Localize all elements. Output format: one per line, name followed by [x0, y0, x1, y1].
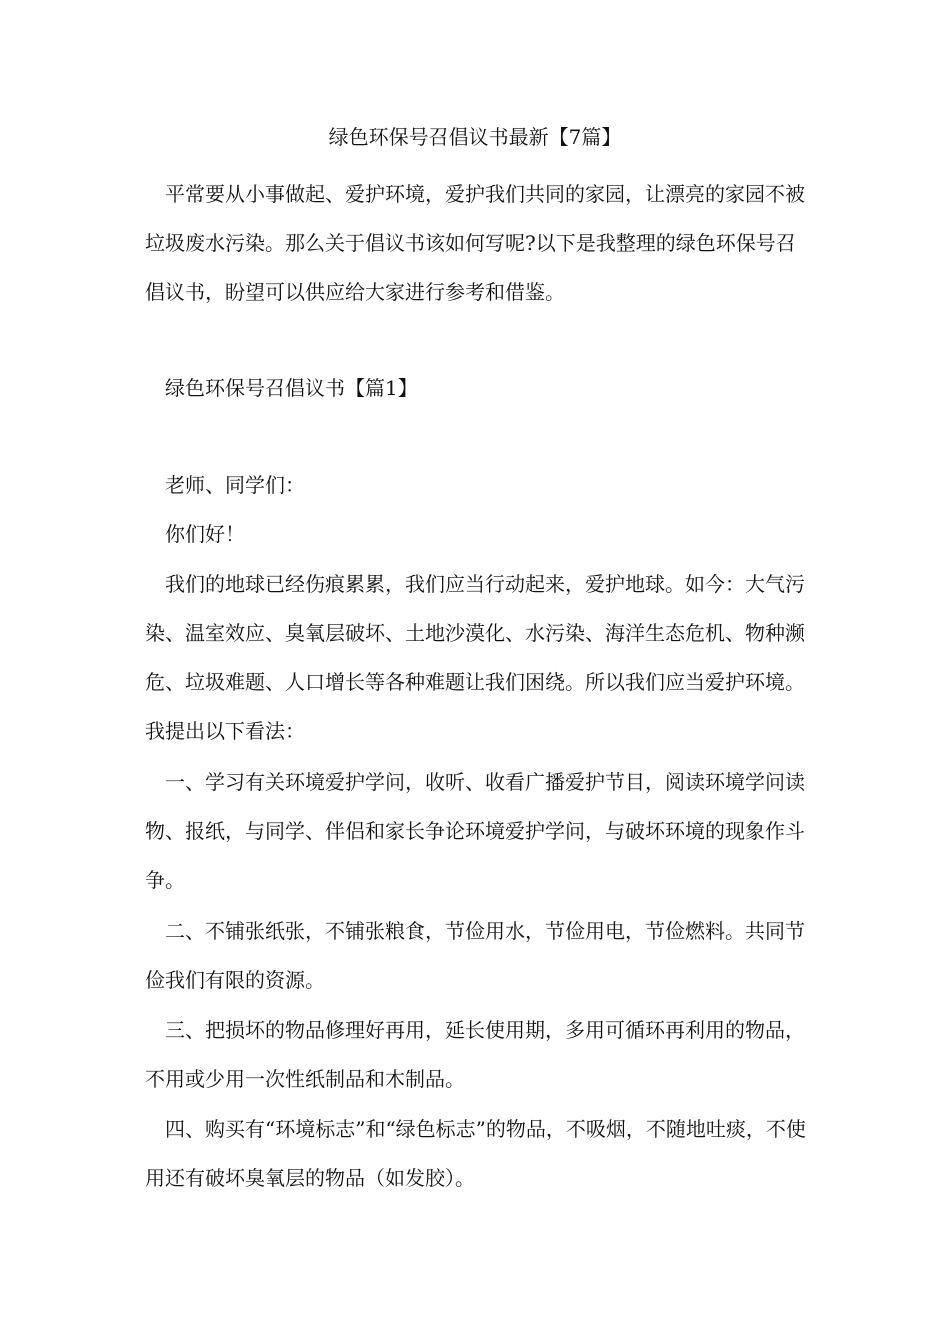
body-paragraph-3: 二、不铺张纸张，不铺张粮食，节俭用水，节俭用电，节俭燃料。共同节俭我们有限的资源。: [145, 919, 805, 992]
body-paragraph-5: 四、购买有“环境标志”和“绿色标志”的物品，不吸烟，不随地吐痰，不使用还有破坏臭氧层的物品（如发胶）。: [145, 1117, 806, 1190]
greeting: 你们好！: [165, 522, 245, 546]
body-paragraph-2: 一、学习有关环境爱护学问，收听、收看广播爱护节目，阅读环境学问读物、报纸，与同学、伴侣和家长争论环境爱护学问，与破坏环境的现象作斗争。: [145, 770, 805, 892]
body-paragraph-1: 我们的地球已经伤痕累累，我们应当行动起来，爱护地球。如今：大气污染、温室效应、臭氧层破坏、土地沙漠化、水污染、海洋生态危机、物种濒危、垃圾难题、人口增长等各种难题让我们困绕。所以我们应当爱护环境。我提出以下看法：: [145, 572, 805, 743]
document-title: 绿色环保号召倡议书最新【7篇】: [328, 125, 622, 149]
section-heading: 绿色环保号召倡议书【篇1】: [165, 376, 418, 400]
salutation: 老师、同学们：: [165, 473, 305, 497]
intro-paragraph: 平常要从小事做起、爱护环境，爱护我们共同的家园，让漂亮的家园不被垃圾废水污染。那么关于倡议书该如何写呢?以下是我整理的绿色环保号召倡议书，盼望可以供应给大家进行参考和借鉴。: [145, 182, 805, 304]
body-paragraph-4: 三、把损坏的物品修理好再用，延长使用期，多用可循环再利用的物品，不用或少用一次性纸制品和木制品。: [145, 1018, 805, 1091]
